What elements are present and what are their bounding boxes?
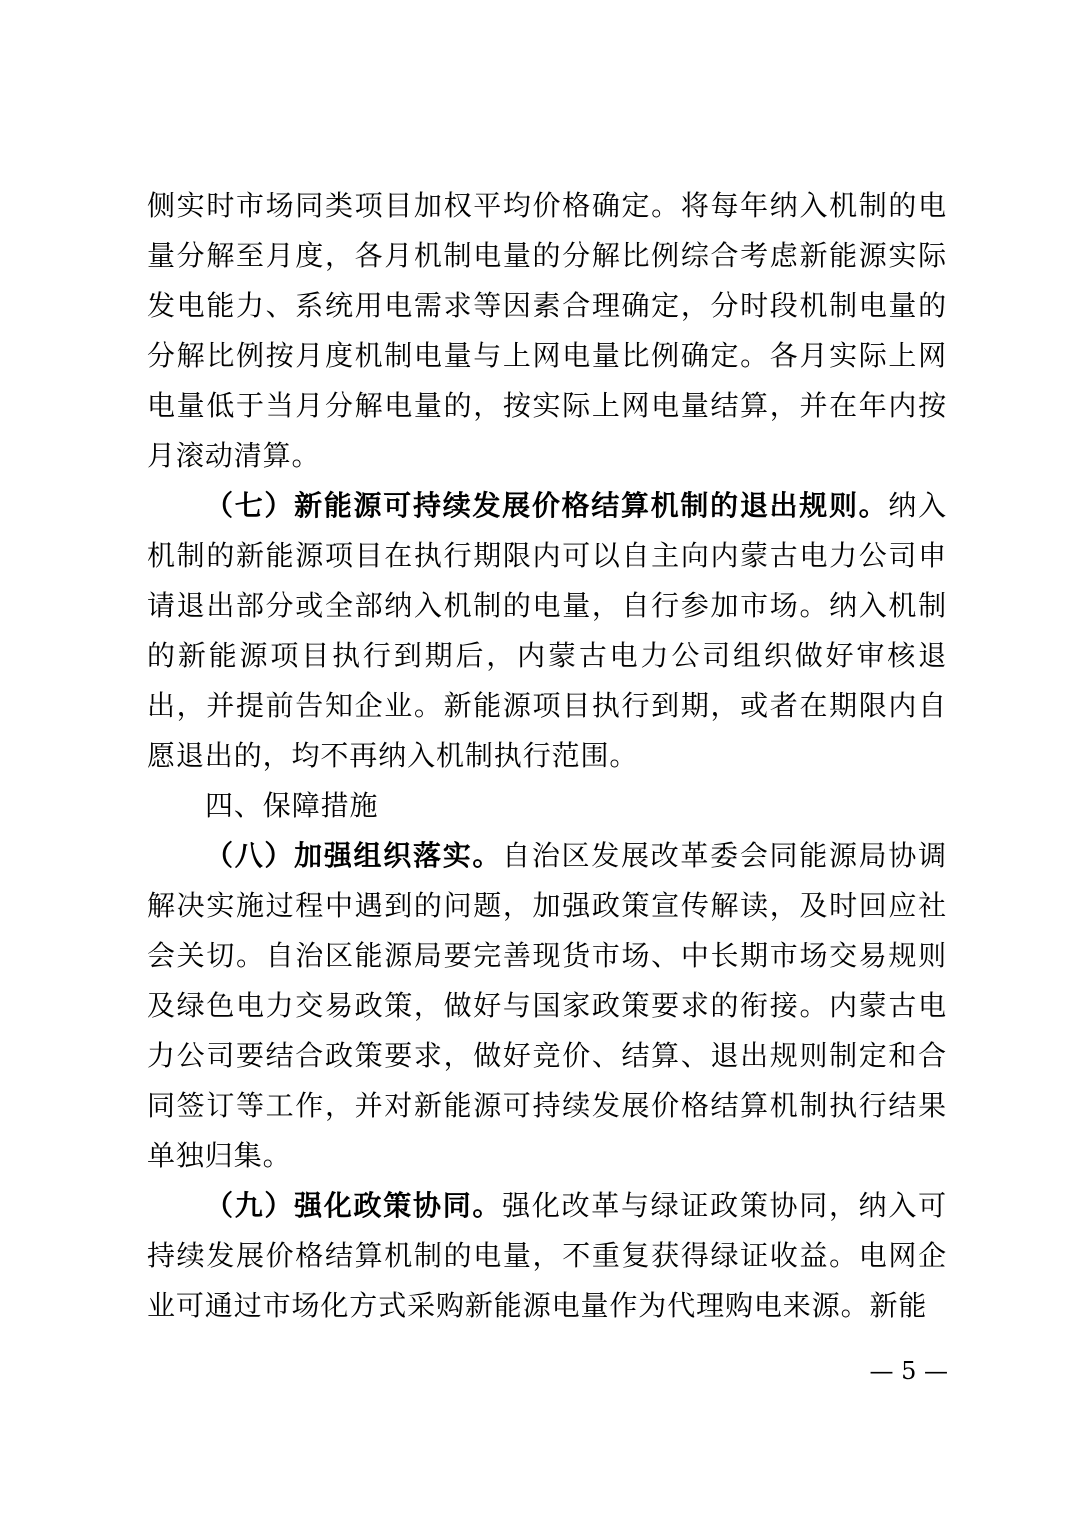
paragraph-organization <box>147 831 947 1181</box>
paragraph-text: 纳入机制的新能源项目在执行期限内可以自主向内蒙古电力公司申请退出部分或全部纳入机制的电量，自行参加市场。纳入机制的新能源项目执行到期后，内蒙古电力公司组织做好审核退出，并提前告知企业。新能源项目执行到期，或者在期限内自愿退出的，均不再纳入机制执行范围。 <box>147 489 948 772</box>
paragraph-exit-rules <box>147 481 947 781</box>
paragraph-text: 侧实时市场同类项目加权平均价格确定。将每年纳入机制的电量分解至月度，各月机制电量的分解比例综合考虑新能源实际发电能力、系统用电需求等因素合理确定，分时段机制电量的分解比例按月度机制电量与上网电量比例确定。各月实际上网电量低于当月分解电量的，按实际上网电量结算，并在年内按月滚动清算。 <box>147 189 947 472</box>
paragraph-continuation <box>147 181 947 481</box>
page-number: — 5 — <box>869 1357 948 1385</box>
section-heading-7: （七）新能源可持续发展价格结算机制的退出规则。 <box>205 489 889 522</box>
section-heading-9: （九）强化政策协同。 <box>205 1189 503 1222</box>
paragraph-policy-coordination <box>147 1181 947 1331</box>
section-title-text: 四、保障措施 <box>205 789 379 822</box>
section-title-safeguards <box>147 781 947 831</box>
section-heading-8: （八）加强组织落实。 <box>205 839 503 872</box>
document-body <box>147 181 947 1331</box>
paragraph-text: 强化改革与绿证政策协同，纳入可持续发展价格结算机制的电量，不重复获得绿证收益。电网企业可通过市场化方式采购新能源电量作为代理购电来源。新能 <box>147 1189 947 1322</box>
paragraph-text: 自治区发展改革委会同能源局协调解决实施过程中遇到的问题，加强政策宣传解读，及时回应社会关切。自治区能源局要完善现货市场、中长期市场交易规则及绿色电力交易政策，做好与国家政策要求的衔接。内蒙古电力公司要结合政策要求，做好竞价、结算、退出规则制定和合同签订等工作，并对新能源可持续发展价格结算机制执行结果单独归集。 <box>147 839 947 1172</box>
